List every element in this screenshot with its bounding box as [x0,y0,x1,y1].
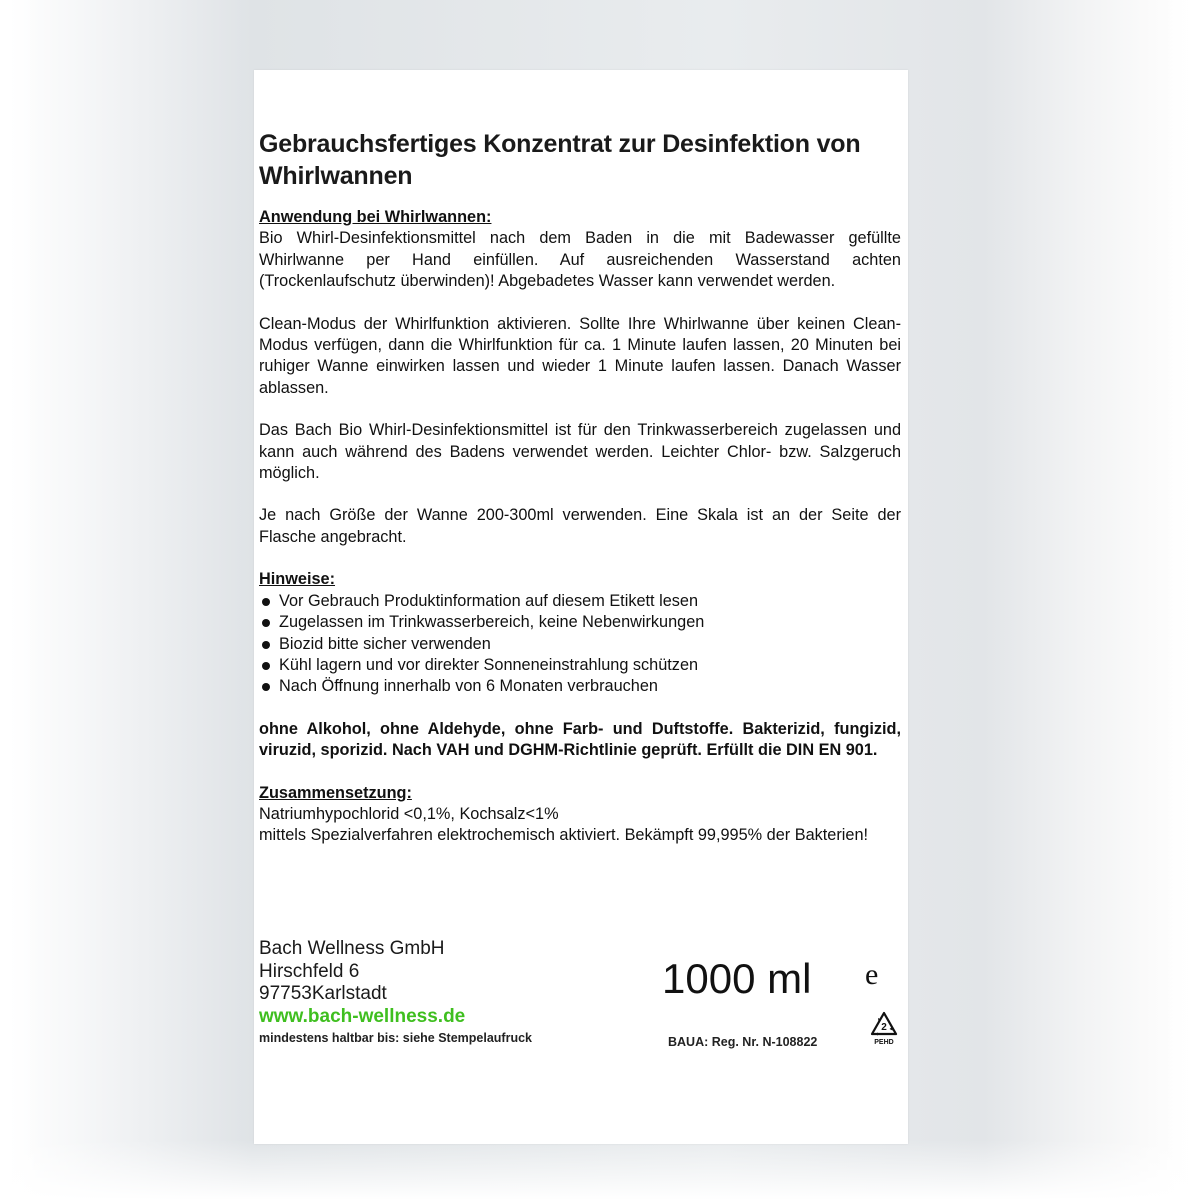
bullet-icon [262,683,270,691]
bullet-icon [262,619,270,627]
bottle-edge-left [0,0,40,1200]
application-heading: Anwendung bei Whirlwannen: [259,208,492,226]
recycling-code: 2 [881,1022,887,1033]
composition-line-2: mittels Spezialverfahren elektrochemisch aktiviert. Bekämpft 99,995% der Bakterien! [259,826,869,845]
composition-line-1: Natriumhypochlorid <0,1%, Kochsalz<1% [259,804,559,823]
list-item: Zugelassen im Trinkwasserbereich, keine Nebenwirkungen [259,612,901,633]
volume-label: 1000 ml [662,955,812,1002]
shelf-life: mindestens haltbar bis: siehe Stempelaufruck [259,1030,532,1045]
application-paragraph-1: Bio Whirl-Desinfektionsmittel nach dem Baden in die mit Badewasser gefüllte Whirlwanne per Hand einfüllen. Auf ausreichenden Wasserstand achten (Trockenlaufschutz überwinden)! Abgebadetes Wasser kann verwendet werden. [259,229,901,291]
registration-number: BAUA: Reg. Nr. N-108822 [668,1035,818,1049]
product-title: Gebrauchsfertiges Konzentrat zur Desinfektion von Whirlwannen [259,130,861,190]
company-name: Bach Wellness GmbH [259,938,445,959]
list-item: Nach Öffnung innerhalb von 6 Monaten verbrauchen [259,676,901,697]
company-website: www.bach-wellness.de [259,1005,466,1027]
bullet-icon [262,598,270,606]
e-mark-icon: e [865,958,879,991]
product-claims: ohne Alkohol, ohne Aldehyde, ohne Farb- und Duftstoffe. Bakterizid, fungizid, viruzid, sporizid. Nach VAH und DGHM-Richtlinie geprüft. Erfüllt die DIN EN 901. [259,719,901,760]
recycling-icon [869,1010,899,1050]
bullet-icon [262,662,270,670]
application-paragraph-2: Clean-Modus der Whirlfunktion aktivieren. Sollte Ihre Whirlwanne über keinen Clean-Modus verfügen, dann die Whirlfunktion für ca. 1 Minute laufen lassen, 20 Minuten bei ruhiger Wanne einwirken lassen und wieder 1 Minute laufen lassen. Danach Wasser ablassen. [259,314,901,397]
product-label [254,70,908,1144]
company-city: 97753Karlstadt [259,983,387,1004]
list-item: Kühl lagern und vor direkter Sonneneinstrahlung schützen [259,655,901,676]
bottle-edge-right [1160,0,1200,1200]
list-item: Vor Gebrauch Produktinformation auf diesem Etikett lesen [259,591,901,612]
composition-heading: Zusammensetzung: [259,783,412,802]
notes-heading: Hinweise: [259,570,336,589]
bullet-icon [262,641,270,649]
list-item: Biozid bitte sicher verwenden [259,634,901,655]
label-content [259,128,901,847]
application-paragraph-4: Je nach Größe der Wanne 200-300ml verwenden. Eine Skala ist an der Seite der Flasche angebracht. [259,506,901,546]
notes-list [259,591,901,698]
recycling-material: PEHD [874,1039,894,1046]
bottle-bottom [0,1140,1200,1200]
application-paragraph-3: Das Bach Bio Whirl-Desinfektionsmittel ist für den Trinkwasserbereich zugelassen und kann auch während des Badens verwendet werden. Leichter Chlor- bzw. Salzgeruch möglich. [259,421,901,483]
company-street: Hirschfeld 6 [259,960,360,982]
recycling-triangle-icon [869,1010,899,1040]
label-footer [259,938,901,1058]
